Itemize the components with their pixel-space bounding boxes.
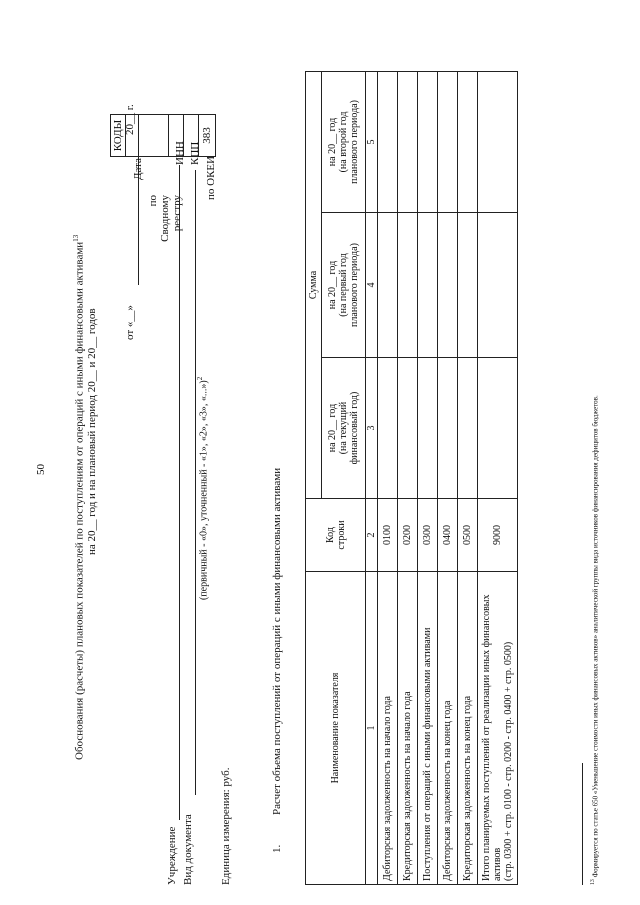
row-name: Кредиторская задолженность на начало года (398, 572, 418, 885)
table-row (378, 71, 398, 884)
code-label-kpp: КПП (189, 141, 201, 165)
section-title: Расчет объема поступлений от операций с иными финансовыми активами (271, 467, 283, 815)
doc-type-label: Вид документа (182, 814, 194, 885)
row-value-cell[interactable] (378, 71, 398, 212)
row-value-cell[interactable] (398, 358, 418, 499)
table-row (438, 71, 458, 884)
footnote-number: 13 (590, 879, 596, 885)
footnote-text: Формируется по статье 650 «Уменьшение стоимости иных финансовых активов» аналитической группы вида источников финансирования дефицитов бюджетов. (591, 395, 600, 878)
institution-label: Учреждение (166, 826, 178, 885)
col-number-1: 1 (366, 572, 378, 885)
header-col4 (322, 213, 366, 358)
row-name: Поступления от операций с иными финансовыми активами (418, 572, 438, 885)
footnote (590, 395, 599, 885)
row-value-cell[interactable] (418, 71, 438, 212)
row-value-cell[interactable] (458, 213, 478, 358)
form-title-line1 (72, 235, 86, 760)
code-label-okei: по ОКЕИ (205, 155, 217, 200)
row-name: Дебиторская задолженность на начало года (378, 572, 398, 885)
header-col5 (322, 71, 366, 212)
row-value-cell[interactable] (478, 358, 518, 499)
row-value-cell[interactable] (478, 71, 518, 212)
row-value-cell[interactable] (418, 358, 438, 499)
row-code: 0300 (418, 499, 438, 572)
header-col5-line3: планового периода) (349, 100, 360, 184)
code-registry-value[interactable] (139, 115, 169, 157)
header-col4-line2: (на первый год (338, 253, 349, 317)
doc-type-hint-text: (первичный - «0», уточненный - «1», «2», «3», «...») (198, 380, 210, 600)
code-kpp-value[interactable] (184, 115, 199, 157)
row-code: 0500 (458, 499, 478, 572)
table-row-total (478, 71, 518, 884)
institution-field[interactable] (179, 165, 180, 820)
row-value-cell[interactable] (478, 213, 518, 358)
header-name: Наименование показателя (306, 572, 366, 885)
form-title-line2: на 20__ год и на плановый период 20__ и 20__ годов (86, 308, 98, 555)
header-col5-line1: на 20__ год (327, 117, 338, 167)
header-col3-line2: (на текущий (338, 401, 349, 455)
footnote-ref-13: 13 (72, 234, 80, 242)
row-value-cell[interactable] (398, 213, 418, 358)
row-value-cell[interactable] (438, 358, 458, 499)
page-number: 50 (35, 464, 47, 475)
header-code-text: Код строки (324, 520, 347, 550)
date-prefix: от «__» (124, 305, 136, 340)
table-row (398, 71, 418, 884)
code-label-date: Дата (132, 158, 144, 180)
form-title-text: Обоснования (расчеты) плановых показателей по поступлениям от операций с иными финансовыми активами (73, 241, 86, 760)
header-sum: Сумма (306, 71, 322, 498)
header-col3-line3: финансовый год) (349, 391, 360, 465)
header-col3 (322, 358, 366, 499)
code-label-registry: по Сводному реестру (147, 195, 183, 242)
code-inn-value[interactable] (169, 115, 184, 157)
footnote-ref-2: 2 (196, 376, 204, 381)
row-value-cell[interactable] (378, 358, 398, 499)
total-name-line2: активов (492, 847, 503, 881)
col-number-5: 5 (366, 71, 378, 212)
codes-header: КОДЫ (111, 115, 126, 157)
row-value-cell[interactable] (398, 71, 418, 212)
codes-table (110, 114, 216, 157)
unit-label: Единица измерения: руб. (220, 767, 232, 885)
table-row (458, 71, 478, 884)
row-code: 0200 (398, 499, 418, 572)
header-col4-line1: на 20__ год (327, 260, 338, 310)
row-value-cell[interactable] (438, 71, 458, 212)
table-row (418, 71, 438, 884)
main-table (305, 71, 518, 885)
col-number-3: 3 (366, 358, 378, 499)
row-value-cell[interactable] (378, 213, 398, 358)
row-code: 0100 (378, 499, 398, 572)
code-date-value[interactable] (126, 115, 139, 157)
row-value-cell[interactable] (418, 213, 438, 358)
row-name: Кредиторская задолженность на конец года (458, 572, 478, 885)
code-okei-value: 383 (199, 115, 216, 157)
col-number-2: 2 (366, 499, 378, 572)
row-value-cell[interactable] (458, 358, 478, 499)
row-name: Дебиторская задолженность на конец года (438, 572, 458, 885)
total-name-line1: Итого планируемых поступлений от реализации иных финансовых (481, 594, 492, 881)
code-label-inn: ИНН (174, 141, 186, 165)
date-suffix: 20__ г. (124, 104, 136, 135)
total-name (478, 572, 518, 885)
col-number-4: 4 (366, 213, 378, 358)
header-code (306, 499, 366, 572)
header-col3-line1: на 20__ год (327, 403, 338, 453)
total-name-line3: (стр. 0300 + стр. 0100 - стр. 0200 - стр. 0400 + стр. 0500) (503, 641, 514, 881)
doc-type-hint (196, 377, 209, 600)
row-code: 0400 (438, 499, 458, 572)
footnote-separator (582, 763, 583, 885)
header-col5-line2: (на второй год (338, 111, 349, 173)
header-col4-line3: планового периода) (349, 243, 360, 327)
total-code: 9000 (478, 499, 518, 572)
section-number: 1. (271, 844, 283, 853)
row-value-cell[interactable] (438, 213, 458, 358)
row-value-cell[interactable] (458, 71, 478, 212)
